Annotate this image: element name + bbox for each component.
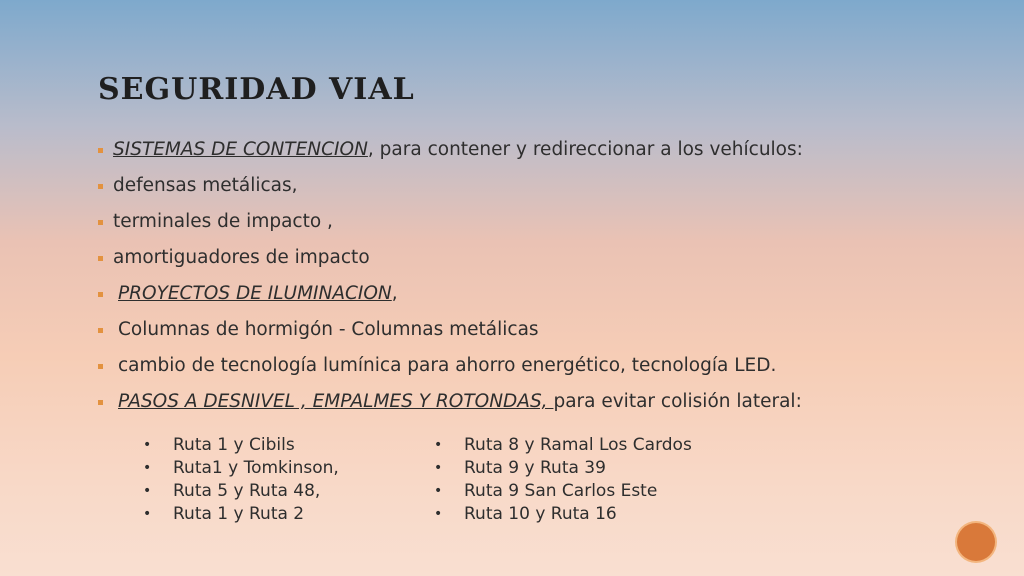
slide-title: SEGURIDAD VIAL: [98, 72, 415, 107]
bullet-text: para evitar colisión lateral:: [553, 391, 802, 412]
bullet-item-columnas: [98, 316, 803, 352]
square-bullet-icon: [98, 292, 103, 297]
square-bullet-icon: [98, 328, 103, 333]
bullet-emphasis: SISTEMAS DE CONTENCION: [113, 139, 368, 160]
dot-bullet-icon: •: [143, 506, 152, 522]
route-item: • Ruta1 y Tomkinson,: [143, 458, 339, 478]
bullet-item-terminales: [98, 208, 803, 244]
bullet-text: defensas metálicas,: [113, 175, 298, 196]
route-item: • Ruta 9 y Ruta 39: [434, 458, 606, 478]
bullet-item-contencion: [98, 136, 803, 172]
square-bullet-icon: [98, 400, 103, 405]
dot-bullet-icon: •: [434, 460, 443, 476]
bullet-emphasis: PASOS A DESNIVEL , EMPALMES Y ROTONDAS,: [118, 391, 554, 412]
square-bullet-icon: [98, 148, 103, 153]
bullet-text: amortiguadores de impacto: [113, 247, 370, 268]
bullet-item-pasos: [98, 388, 803, 424]
bullet-item-tecnologia: [98, 352, 803, 388]
dot-bullet-icon: •: [434, 437, 443, 453]
route-item: • Ruta 1 y Cibils: [143, 435, 295, 455]
dot-bullet-icon: •: [143, 437, 152, 453]
dot-bullet-icon: •: [434, 506, 443, 522]
bullet-item-iluminacion: [98, 280, 803, 316]
bullet-text: terminales de impacto ,: [113, 211, 333, 232]
bullet-text: cambio de tecnología lumínica para ahorro energético, tecnología LED.: [118, 355, 777, 376]
routes-list-left: [143, 434, 339, 526]
bullet-text: Columnas de hormigón - Columnas metálicas: [118, 319, 539, 340]
route-item: • Ruta 5 y Ruta 48,: [143, 481, 321, 501]
square-bullet-icon: [98, 256, 103, 261]
route-item: • Ruta 9 San Carlos Este: [434, 481, 658, 501]
route-item: • Ruta 8 y Ramal Los Cardos: [434, 435, 692, 455]
route-item: • Ruta 10 y Ruta 16: [434, 504, 617, 524]
dot-bullet-icon: •: [143, 483, 152, 499]
bullet-emphasis: PROYECTOS DE ILUMINACION: [118, 283, 392, 304]
dot-bullet-icon: •: [143, 460, 152, 476]
bullet-item-amortiguadores: [98, 244, 803, 280]
bullet-item-defensas: [98, 172, 803, 208]
square-bullet-icon: [98, 220, 103, 225]
routes-list-right: [434, 434, 692, 526]
bullet-text: ,: [391, 283, 398, 304]
route-item: • Ruta 1 y Ruta 2: [143, 504, 305, 524]
main-bullet-list: [98, 136, 803, 424]
page-number-badge: [957, 523, 995, 561]
square-bullet-icon: [98, 364, 103, 369]
square-bullet-icon: [98, 184, 103, 189]
dot-bullet-icon: •: [434, 483, 443, 499]
bullet-text: , para contener y redireccionar a los vehículos:: [367, 139, 803, 160]
